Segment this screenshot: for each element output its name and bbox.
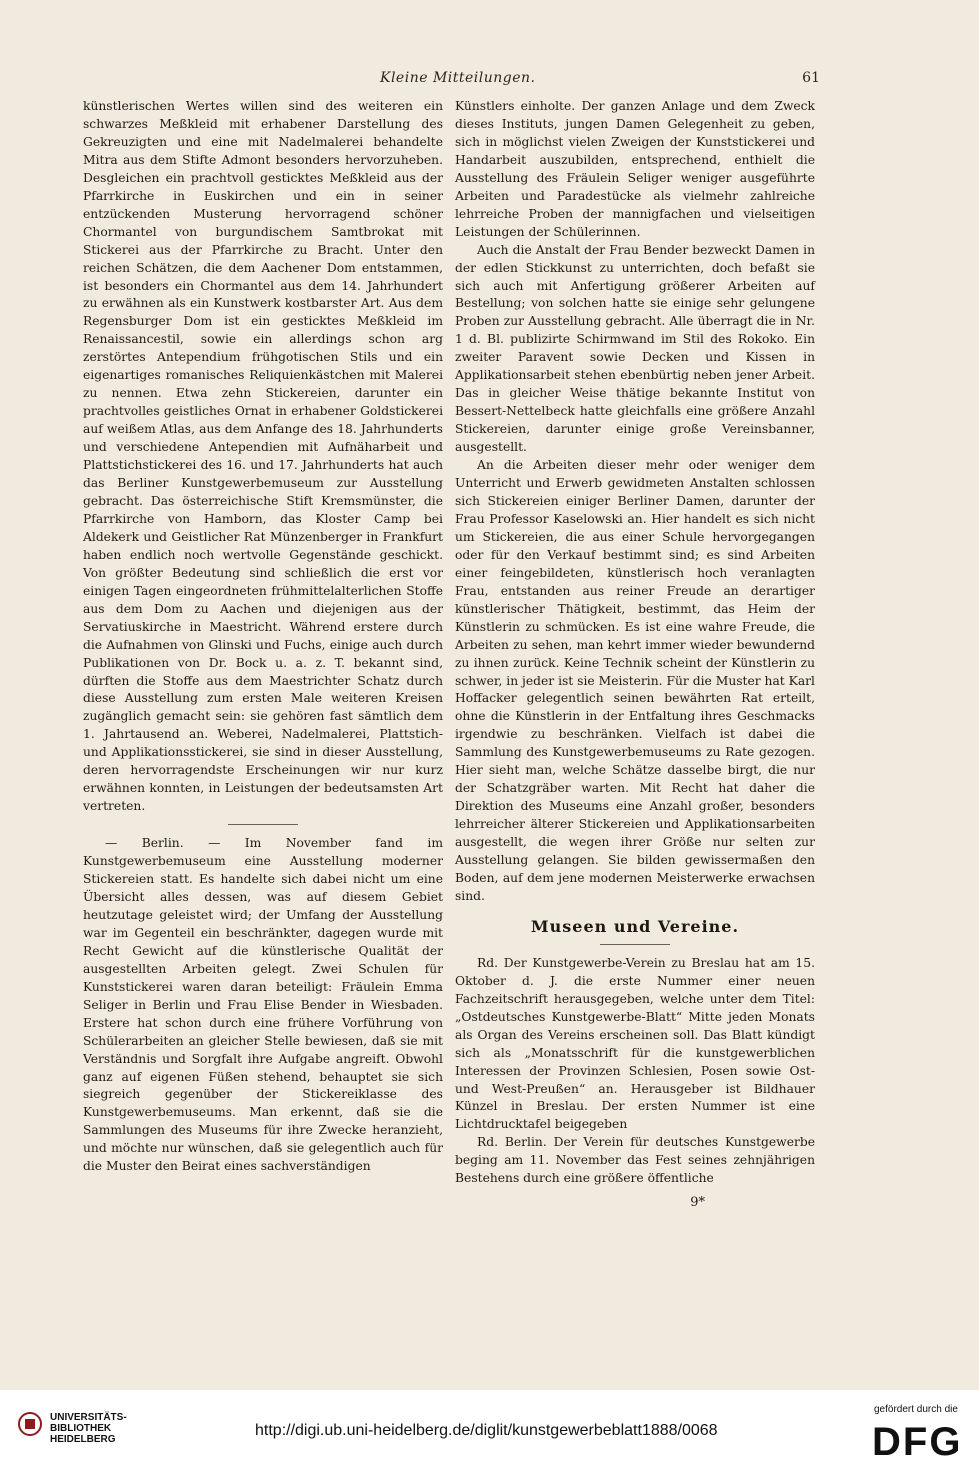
right-column: [455, 98, 815, 1212]
section-heading: Museen und Vereine.: [530, 916, 740, 936]
institution-name: UNIVERSITÄTS- BIBLIOTHEK HEIDELBERG: [50, 1412, 127, 1445]
paragraph: Auch die Anstalt der Frau Bender bezweckt Damen in der edlen Stickkunst zu unterrichten, doch befaßt sie sich auch mit Anfertigung größerer Arbeiten auf Bestellung; von solchen hatte sie einige sehr gelungene Proben zur Ausstellung gebracht. Alle überragt die in Nr. 1 d. Bl. publizirte Schirmwand im Stil des Rokoko. Ein zweiter Paravent sowie Decken und Kissen in Applikationsarbeit stehen ebenbürtig neben jener Arbeit. Das in gleicher Weise thätige bekannte Institut von Bessert-Nettelbeck hatte gleichfalls eine größere Anzahl Stickereien, darunter einige große Vereinsbanner, ausgestellt.: [455, 242, 815, 455]
dfg-logo: DFG: [872, 1420, 963, 1464]
sponsor-text: gefördert durch die: [874, 1404, 958, 1415]
section-divider: [228, 824, 298, 825]
permalink[interactable]: http://digi.ub.uni-heidelberg.de/diglit/kunstgewerbeblatt1888/0068: [255, 1422, 718, 1439]
paragraph: künstlerischen Wertes willen sind des weiteren ein schwarzes Meßkleid mit erhabener Darstellung des Gekreuzigten und eine mit Nadelmalerei behandelte Mitra aus dem Stifte Admont besonders hervorzuheben. Desgleichen ein prachtvoll gesticktes Meßkleid aus der Pfarrkirche in Euskirchen und ein in seiner entzückenden Musterung hervorragend schöner Chormantel von burgundischem Samtbrokat mit Stickerei aus der Pfarrkirche zu Bracht. Unter den reichen Schätzen, die dem Aachener Dom entstammen, ist besonders ein Chormantel aus dem 14. Jahrhundert zu erwähnen als ein Kunstwerk kostbarster Art. Aus dem Regensburger Dom ist ein gesticktes Meßkleid im Renaissancestil, sowie ein allerdings schon arg zerstörtes Antependium frühgotischen Stils und ein eigenartiges romanisches Reliquienkästchen mit Malerei zu nennen. Etwa zehn Stickereien, darunter ein prachtvolles geistliches Ornat in erhabener Goldstickerei auf weißem Atlas, aus dem Anfange des 18. Jahrhunderts und verschiedene Antependien mit Aufnäharbeit und Plattstichstickerei des 16. und 17. Jahrhunderts hat auch das Berliner Kunstgewerbemuseum zur Ausstellung gebracht. Das österreichische Stift Kremsmünster, die Pfarrkirche von Hamborn, das Kloster Camp bei Aldekerk und Geistlicher Rat Münzenberger in Frankfurt haben endlich noch wertvolle Gegenstände geschickt. Von größter Bedeutung sind schließlich die erst vor einigen Tagen eingeordneten frühmittelalterlichen Stoffe aus dem Dom zu Aachen und diejenigen aus der Servatiuskirche in Maestricht. Während erstere durch die Aufnahmen von Glinski und Fuchs, einige auch durch Publikationen von Dr. Bock u. a. z. T. bekannt sind, dürften die Stoffe aus dem Maestrichter Schatz durch diese Ausstellung zum ersten Male weiteren Kreisen zugänglich gemacht sein: sie gehören fast sämtlich dem 1. Jahrtausend an. Weberei, Nadelmalerei, Plattstich- und Applikationsstickerei, sie sind in dieser Ausstellung, deren hervorragendste Erscheinungen wir nur kurz erwähnen konnten, in Leistungen der bedeutsamsten Art vertreten.: [83, 99, 443, 814]
page-number: 61: [802, 70, 820, 86]
paragraph: An die Arbeiten dieser mehr oder weniger dem Unterricht und Erwerb gewidmeten Anstalten schlossen sich Stickereien einiger Berliner Damen, darunter der Frau Professor Kaselowski an. Hier handelt es sich nicht um Stickereien, die aus einer Schule hervorgegangen oder für den Verkauf bestimmt sind; es sind Arbeiten einer feingebildeten, künstlerisch hoch veranlagten Frau, entstanden aus reiner Freude an derartiger künstlerischer Thätigkeit, bestimmt, das Heim der Künstlerin zu schmücken. Es ist eine wahre Freude, die Arbeiten zu sehen, man kehrt immer wieder bewundernd zu ihnen zurück. Keine Technik scheint der Künstlerin zu schwer, in jeder ist sie Meisterin. Für die Muster hat Karl Hoffacker gelegentlich seinen bewährten Rat erteilt, ohne die Künstlerin in der Entfaltung ihres Geschmacks irgendwie zu beschränken. Vielfach ist dabei die Sammlung des Kunstgewerbemuseums zu Rate gezogen. Hier sieht man, welche Schätze dasselbe birgt, die nur der Schatzgräber warten. Mit Recht hat daher die Direktion des Museums eine Anzahl großer, besonders lehrreicher älterer Stickereien und Applikationsarbeiten ausgestellt, die wegen ihrer Größe nur selten zur Ausstellung gelangen. Sie bilden gewissermaßen den Boden, auf dem jene modernen Meisterwerke erwachsen sind.: [455, 458, 815, 903]
running-title: Kleine Mitteilungen.: [380, 70, 536, 86]
paragraph: — Berlin. — Im November fand im Kunstgewerbemuseum eine Ausstellung moderner Stickereien statt. Es handelte sich dabei nicht um eine Übersicht alles dessen, was auf diesem Gebiet heutzutage geleistet wird; der Umfang der Ausstellung war im Gegenteil ein beschränkter, dagegen wurde mit Recht Gewicht auf die künstlerische Qualität der ausgestellten Arbeiten gelegt. Zwei Schulen für Kunststickerei waren daran beteiligt: Fräulein Emma Seliger in Berlin und Frau Elise Bender in Wiesbaden. Erstere hat schon durch eine frühere Vorführung von Schülerarbeiten an gleicher Stelle bewiesen, daß sie mit Verständnis und Sorgfalt ihre Aufgabe angreift. Obwohl ganz auf eigenen Füßen stehend, behauptet sie sich siegreich gegenüber der Stickereiklasse des Kunstgewerbemuseums. Man erkennt, daß sie die Sammlungen des Museums für ihre Zwecke heranzieht, und möchte nur wünschen, daß sie gelegentlich auch für die Muster den Beirat eines sachverständigen: [83, 836, 443, 1174]
paragraph: Künstlers einholte. Der ganzen Anlage und dem Zweck dieses Instituts, jungen Damen Gelegenheit zu geben, sich in möglichst vielen Zweigen der Kunststickerei und Handarbeit auszubilden, entsprechend, enthielt die Ausstellung des Fräulein Seliger weniger ausgeführte Arbeiten und Paradestücke als vielmehr zahlreiche lehrreiche Proben der mannigfachen und vielseitigen Leistungen der Schülerinnen.: [455, 99, 815, 239]
left-column: [83, 98, 443, 1176]
paragraph: Rd. Berlin. Der Verein für deutsches Kunstgewerbe beging am 11. November das Fest seines zehnjährigen Bestehens durch eine größere öffentliche: [455, 1135, 815, 1186]
signature-mark: 9*: [690, 1195, 705, 1211]
viewer-footer: [0, 1390, 979, 1479]
heading-rule: [600, 944, 670, 945]
running-head: [80, 70, 820, 92]
paragraph: Rd. Der Kunstgewerbe-Verein zu Breslau hat am 15. Oktober d. J. die erste Nummer einer neuen Fachzeitschrift herausgegeben, welche unter dem Titel: „Ostdeutsches Kunstgewerbe-Blatt“ Mitte jeden Monats als Organ des Vereins erscheinen soll. Das Blatt kündigt sich als „Monatsschrift für die kunstgewerblichen Interessen der Provinzen Schlesien, Posen sowie Ost- und West-Preußen“ an. Herausgeber ist Bildhauer Künzel in Breslau. Der ersten Nummer ist eine Lichtdrucktafel beigegeben: [455, 955, 815, 1132]
university-seal-icon: [18, 1412, 42, 1436]
